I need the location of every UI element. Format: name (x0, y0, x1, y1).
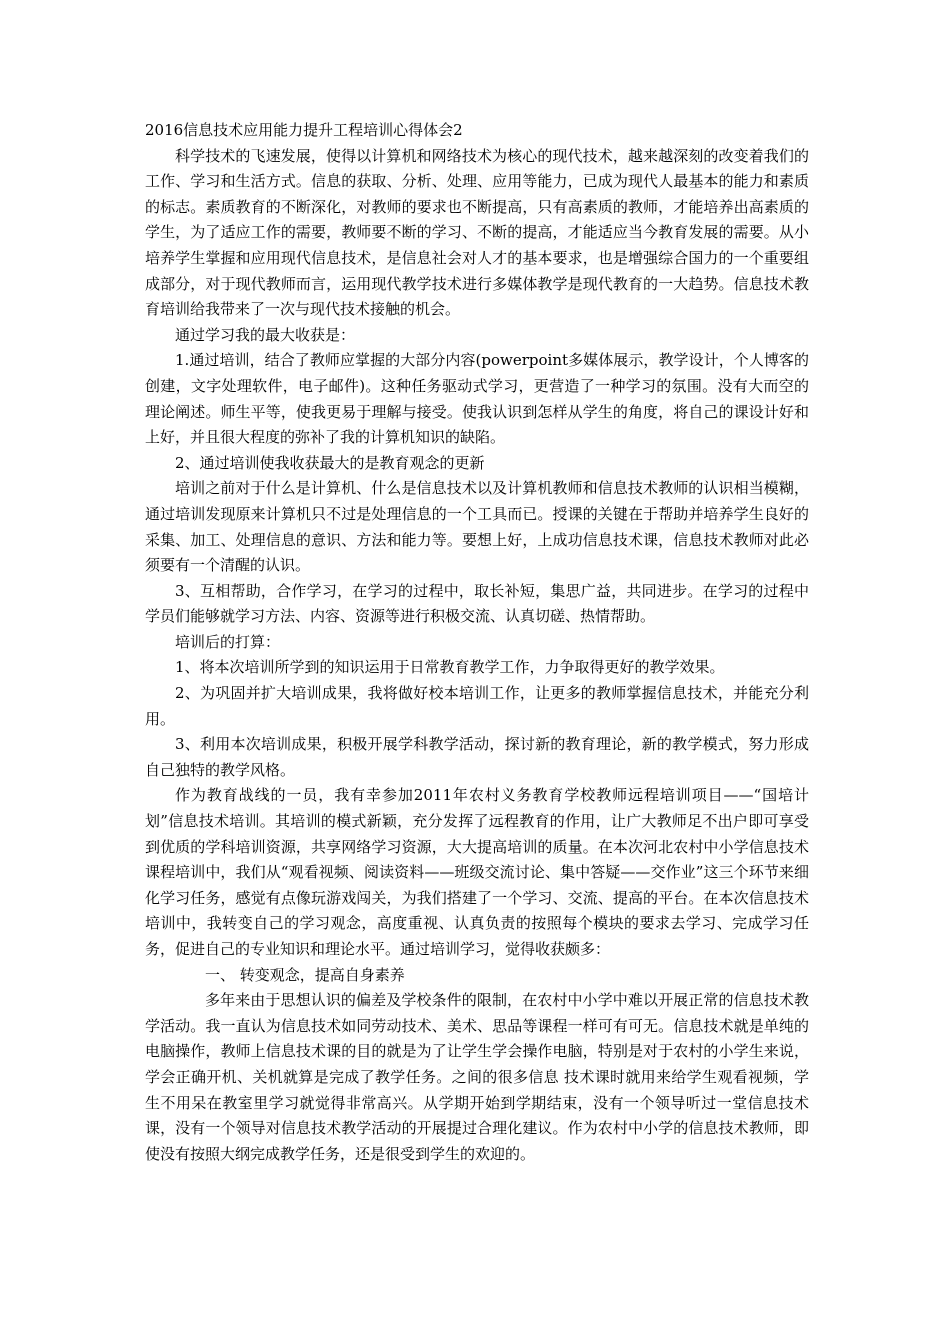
paragraph: 多年来由于思想认识的偏差及学校条件的限制，在农村中小学中难以开展正常的信息技术教学活动。我一直认为信息技术如同劳动技术、美术、思品等课程一样可有可无。信息技术就是单纯的电脑操作，教师上信息技术课的目的就是为了让学生学会操作电脑，特别是对于农村的小学生来说，学会正确开机、关机就算是完成了教学任务。之间的很多信息 技术课时就用来给学生观看视频，学生不用呆在教室里学习就觉得非常高兴。从学期开始到学期结束，没有一个领导听过一堂信息技术课，没有一个领导对信息技术教学活动的开展提过合理化建议。作为农村中小学的信息技术教师，即使没有按照大纲完成教学任务，还是很受到学生的欢迎的。 (145, 991, 809, 1163)
document-page (145, 118, 809, 1167)
paragraph: 作为教育战线的一员，我有幸参加2011年农村义务教育学校教师远程培训项目——“国培计划”信息技术培训。其培训的模式新颖，充分发挥了远程教育的作用，让广大教师足不出户即可享受到优质的学科培训资源，共享网络学习资源，大大提高培训的质量。在本次河北农村中小学信息技术课程培训中，我们从“观看视频、阅读资料——班级交流讨论、集中答疑——交作业”这三个环节来细化学习任务，感觉有点像玩游戏闯关，为我们搭建了一个学习、交流、提高的平台。在本次信息技术培训中，我转变自己的学习观念，高度重视、认真负责的按照每个模块的要求去学习、完成学习任务，促进自己的专业知识和理论水平。通过培训学习，觉得收获颇多： (145, 786, 809, 958)
section-heading: 一、 转变观念，提高自身素养 (205, 965, 405, 984)
paragraph: 培训后的打算： (175, 632, 281, 651)
paragraph: 1.通过培训，结合了教师应掌握的大部分内容(powerpoint多媒体展示，教学设计，个人博客的创建，文字处理软件，电子邮件)。这种任务驱动式学习，更营造了一种学习的氛围。没有大而空的理论阐述。师生平等，使我更易于理解与接受。使我认识到怎样从学生的角度，将自己的课设计好和上好，并且很大程度的弥补了我的计算机知识的缺陷。 (145, 351, 809, 447)
paragraph: 3、互相帮助，合作学习，在学习的过程中，取长补短，集思广益，共同进步。在学习的过程中学员们能够就学习方法、内容、资源等进行积极交流、认真切磋、热情帮助。 (145, 581, 809, 626)
paragraph: 培训之前对于什么是计算机、什么是信息技术以及计算机教师和信息技术教师的认识相当模糊，通过培训发现原来计算机只不过是处理信息的一个工具而已。授课的关键在于帮助并培养学生良好的采集、加工、处理信息的意识、方法和能力等。要想上好，上成功信息技术课，信息技术教师对此必须要有一个清醒的认识。 (145, 479, 809, 575)
paragraph: 3、利用本次培训成果，积极开展学科教学活动，探讨新的教育理论，新的教学模式，努力形成自己独特的教学风格。 (145, 735, 809, 779)
paragraph: 2、为巩固并扩大培训成果，我将做好校本培训工作，让更多的教师掌握信息技术，并能充分利用。 (145, 684, 809, 728)
paragraph: 1、将本次培训所学到的知识运用于日常教育教学工作，力争取得更好的教学效果。 (175, 658, 725, 677)
paragraph: 2、通过培训使我收获最大的是教育观念的更新 (175, 453, 485, 472)
document-title: 2016信息技术应用能力提升工程培训心得体会2 (145, 121, 463, 139)
paragraph: 通过学习我的最大收获是： (175, 325, 356, 344)
paragraph: 科学技术的飞速发展，使得以计算机和网络技术为核心的现代技术，越来越深刻的改变着我们的工作、学习和生活方式。信息的获取、分析、处理、应用等能力，已成为现代人最基本的能力和素质的标志。素质教育的不断深化，对教师的要求也不断提高，只有高素质的教师，才能培养出高素质的学生，为了适应工作的需要，教师要不断的学习、不断的提高，才能适应当今教育发展的需要。从小培养学生掌握和应用现代信息技术，是信息社会对人才的基本要求，也是增强综合国力的一个重要组成部分，对于现代教师而言，运用现代教学技术进行多媒体教学是现代教育的一大趋势。信息技术教育培训给我带来了一次与现代技术接触的机会。 (145, 146, 809, 319)
